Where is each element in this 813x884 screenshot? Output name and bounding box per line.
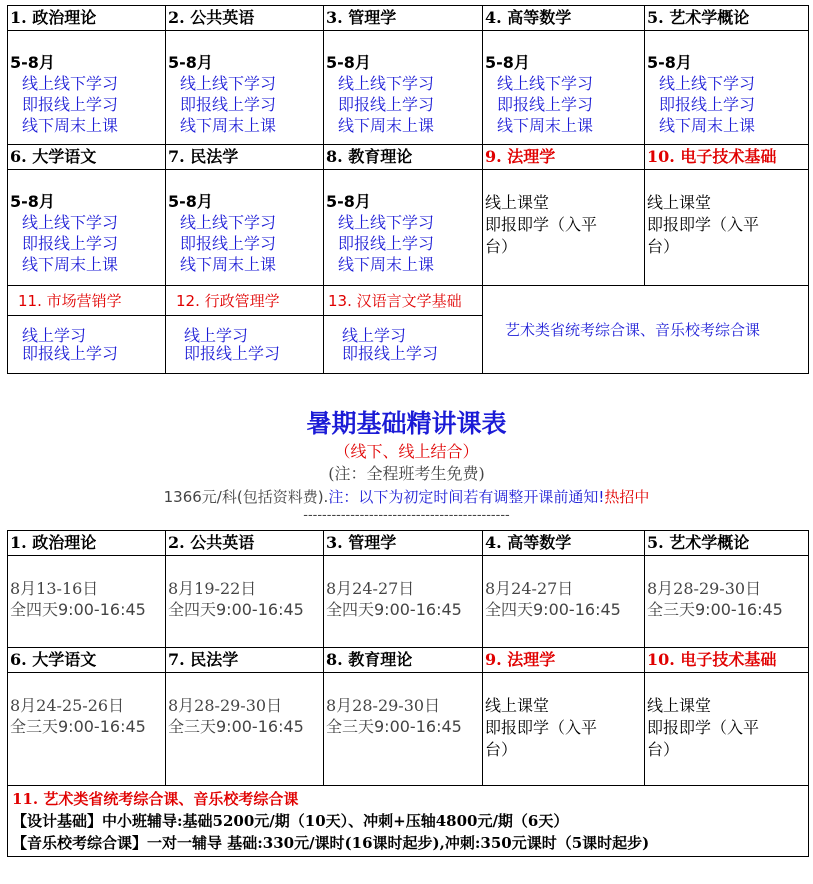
date-range: 8月24-27日: [326, 579, 415, 598]
study-line: 即报线上学习: [22, 234, 119, 253]
date-range: 8月19-22日: [168, 579, 257, 598]
course-header: [324, 286, 483, 316]
month-range: 5-8月: [10, 53, 55, 72]
course-cell: [324, 316, 483, 374]
table-row: [8, 145, 809, 170]
online-line: 台）: [647, 237, 680, 256]
month-range: 5-8月: [168, 192, 213, 211]
schedule-cell: [483, 673, 645, 786]
course-header: 6. 大学语文: [8, 145, 166, 170]
schedule-cell: [8, 556, 166, 648]
course-cell: [8, 316, 166, 374]
month-range: 5-8月: [647, 53, 692, 72]
music-pricing: 【音乐校考综合课】一对一辅导 基础:330元/课时(16课时起步),冲刺:350元课时（5课时起步): [12, 834, 650, 852]
schedule-cell: [8, 673, 166, 786]
month-range: 5-8月: [485, 53, 530, 72]
online-line: 即报即学（入平: [485, 718, 598, 737]
course-header: 7. 民法学: [166, 648, 324, 673]
course-header: 8. 教育理论: [324, 648, 483, 673]
course-cell: [8, 31, 166, 145]
time-range: 全四天9:00-16:45: [485, 600, 621, 619]
schedule-cell: [483, 556, 645, 648]
schedule-cell: [324, 556, 483, 648]
study-line: 线上学习: [184, 325, 249, 345]
study-line: 线下周末上课: [180, 116, 277, 135]
study-line: 线下周末上课: [338, 255, 435, 274]
course-header: 4. 高等数学: [483, 531, 645, 556]
course-cell: [324, 31, 483, 145]
month-range: 5-8月: [10, 192, 55, 211]
study-line: 线上线下学习: [180, 213, 277, 232]
course-cell: [645, 170, 809, 286]
course-header: [8, 286, 166, 316]
price-text: 1366元/科(包括资料费).: [163, 488, 329, 506]
study-line: 线下周末上课: [659, 116, 756, 135]
date-range: 8月24-25-26日: [10, 696, 125, 715]
time-range: 全四天9:00-16:45: [326, 600, 462, 619]
online-line: 线上课堂: [647, 696, 712, 715]
online-line: 线上课堂: [485, 696, 550, 715]
date-range: 8月28-29-30日: [168, 696, 283, 715]
study-line: 即报线上学习: [180, 234, 277, 253]
study-line: 即报线上学习: [184, 343, 281, 363]
time-range: 全三天9:00-16:45: [647, 600, 783, 619]
online-line: 即报即学（入平: [647, 215, 760, 234]
study-line: 线下周末上课: [338, 116, 435, 135]
study-line: 即报线上学习: [497, 95, 594, 114]
course-cell: [166, 31, 324, 145]
course-cell: [483, 170, 645, 286]
date-range: 8月24-27日: [485, 579, 574, 598]
course-header: 3. 管理学: [324, 531, 483, 556]
online-line: 线上课堂: [485, 193, 550, 212]
free-note: (注：全程班考生免费): [328, 464, 485, 483]
online-line: 台）: [485, 237, 518, 256]
schedule-cell: [166, 673, 324, 786]
study-line: 线上学习: [342, 325, 407, 345]
course-cell: [645, 31, 809, 145]
month-range: 5-8月: [326, 53, 371, 72]
schedule-notice: 注：以下为初定时间若有调整开课前通知!: [328, 488, 605, 506]
time-range: 全三天9:00-16:45: [168, 717, 304, 736]
online-line: 即报即学（入平: [647, 718, 760, 737]
time-range: 全三天9:00-16:45: [10, 717, 146, 736]
course-cell: [166, 170, 324, 286]
schedule-cell: [166, 556, 324, 648]
course-header: 6. 大学语文: [8, 648, 166, 673]
study-line: 线下周末上课: [22, 255, 119, 274]
date-range: 8月13-16日: [10, 579, 99, 598]
date-range: 8月28-29-30日: [326, 696, 441, 715]
art-course-note: 艺术类省统考综合课、音乐校考综合课: [505, 321, 761, 339]
study-line: 线上线下学习: [180, 74, 277, 93]
course-header: 9. 法理学: [483, 648, 645, 673]
course-header: 7. 民法学: [166, 145, 324, 170]
schedule-cell: [645, 673, 809, 786]
price-line: [0, 486, 813, 507]
study-line: 线下周末上课: [22, 116, 119, 135]
online-line: 线上课堂: [647, 193, 712, 212]
course-header: 2. 公共英语: [166, 6, 324, 31]
study-line: 即报线上学习: [180, 95, 277, 114]
study-line: 线上线下学习: [659, 74, 756, 93]
study-line: 线上线下学习: [497, 74, 594, 93]
table-row: [8, 286, 809, 316]
art-course-title: 11. 艺术类省统考综合课、音乐校考综合课: [12, 790, 299, 808]
study-line: 即报线上学习: [22, 343, 119, 363]
course-title: 13. 汉语言文学基础: [328, 292, 462, 310]
course-header: 1. 政治理论: [8, 6, 166, 31]
study-line: 线上学习: [22, 325, 87, 345]
divider: --------------------------------------------: [303, 508, 510, 523]
date-range: 8月28-29-30日: [647, 579, 762, 598]
study-line: 即报线上学习: [338, 95, 435, 114]
table-row: [8, 556, 809, 648]
course-cell: [324, 170, 483, 286]
course-header: [166, 286, 324, 316]
page-title: 暑期基础精讲课表: [306, 409, 507, 438]
table-row: [8, 786, 809, 857]
course-header: 5. 艺术学概论: [645, 531, 809, 556]
study-line: 即报线上学习: [22, 95, 119, 114]
study-line: 即报线上学习: [338, 234, 435, 253]
study-line: 线上线下学习: [338, 213, 435, 232]
study-line: 线上线下学习: [22, 213, 119, 232]
summer-schedule-table: [7, 530, 809, 857]
online-line: 台）: [485, 740, 518, 759]
subtitle: （线下、线上结合）: [334, 442, 479, 461]
course-header: 10. 电子技术基础: [645, 648, 809, 673]
course-header: 3. 管理学: [324, 6, 483, 31]
course-title: 11. 市场营销学: [18, 292, 122, 310]
schedule-cell: [645, 556, 809, 648]
course-header: 10. 电子技术基础: [645, 145, 809, 170]
course-header: 5. 艺术学概论: [645, 6, 809, 31]
time-range: 全四天9:00-16:45: [10, 600, 146, 619]
study-line: 线上线下学习: [22, 74, 119, 93]
table-row: [8, 673, 809, 786]
time-range: 全四天9:00-16:45: [168, 600, 304, 619]
course-title: 12. 行政管理学: [176, 292, 280, 310]
course-cell: [483, 31, 645, 145]
table-row: [8, 648, 809, 673]
course-cell: [166, 316, 324, 374]
course-header: 1. 政治理论: [8, 531, 166, 556]
study-line: 即报线上学习: [342, 343, 439, 363]
time-range: 全三天9:00-16:45: [326, 717, 462, 736]
study-line: 线下周末上课: [180, 255, 277, 274]
table-row: [8, 31, 809, 145]
month-range: 5-8月: [168, 53, 213, 72]
course-header: 2. 公共英语: [166, 531, 324, 556]
hot-badge: 热招中: [604, 488, 650, 506]
course-header: 4. 高等数学: [483, 6, 645, 31]
course-cell: [8, 170, 166, 286]
month-range: 5-8月: [326, 192, 371, 211]
study-line: 线上线下学习: [338, 74, 435, 93]
table-row: [8, 170, 809, 286]
study-line: 即报线上学习: [659, 95, 756, 114]
online-line: 台）: [647, 740, 680, 759]
design-pricing: 【设计基础】中小班辅导:基础5200元/期（10天）、冲刺+压轴4800元/期（6天）: [12, 812, 569, 830]
online-course-table: [7, 5, 809, 374]
course-header: 8. 教育理论: [324, 145, 483, 170]
table-row: [8, 6, 809, 31]
table-row: [8, 531, 809, 556]
course-header: 9. 法理学: [483, 145, 645, 170]
art-course-footer: [8, 786, 809, 857]
art-course-note-cell: [483, 286, 809, 374]
study-line: 线下周末上课: [497, 116, 594, 135]
online-line: 即报即学（入平: [485, 215, 598, 234]
schedule-cell: [324, 673, 483, 786]
